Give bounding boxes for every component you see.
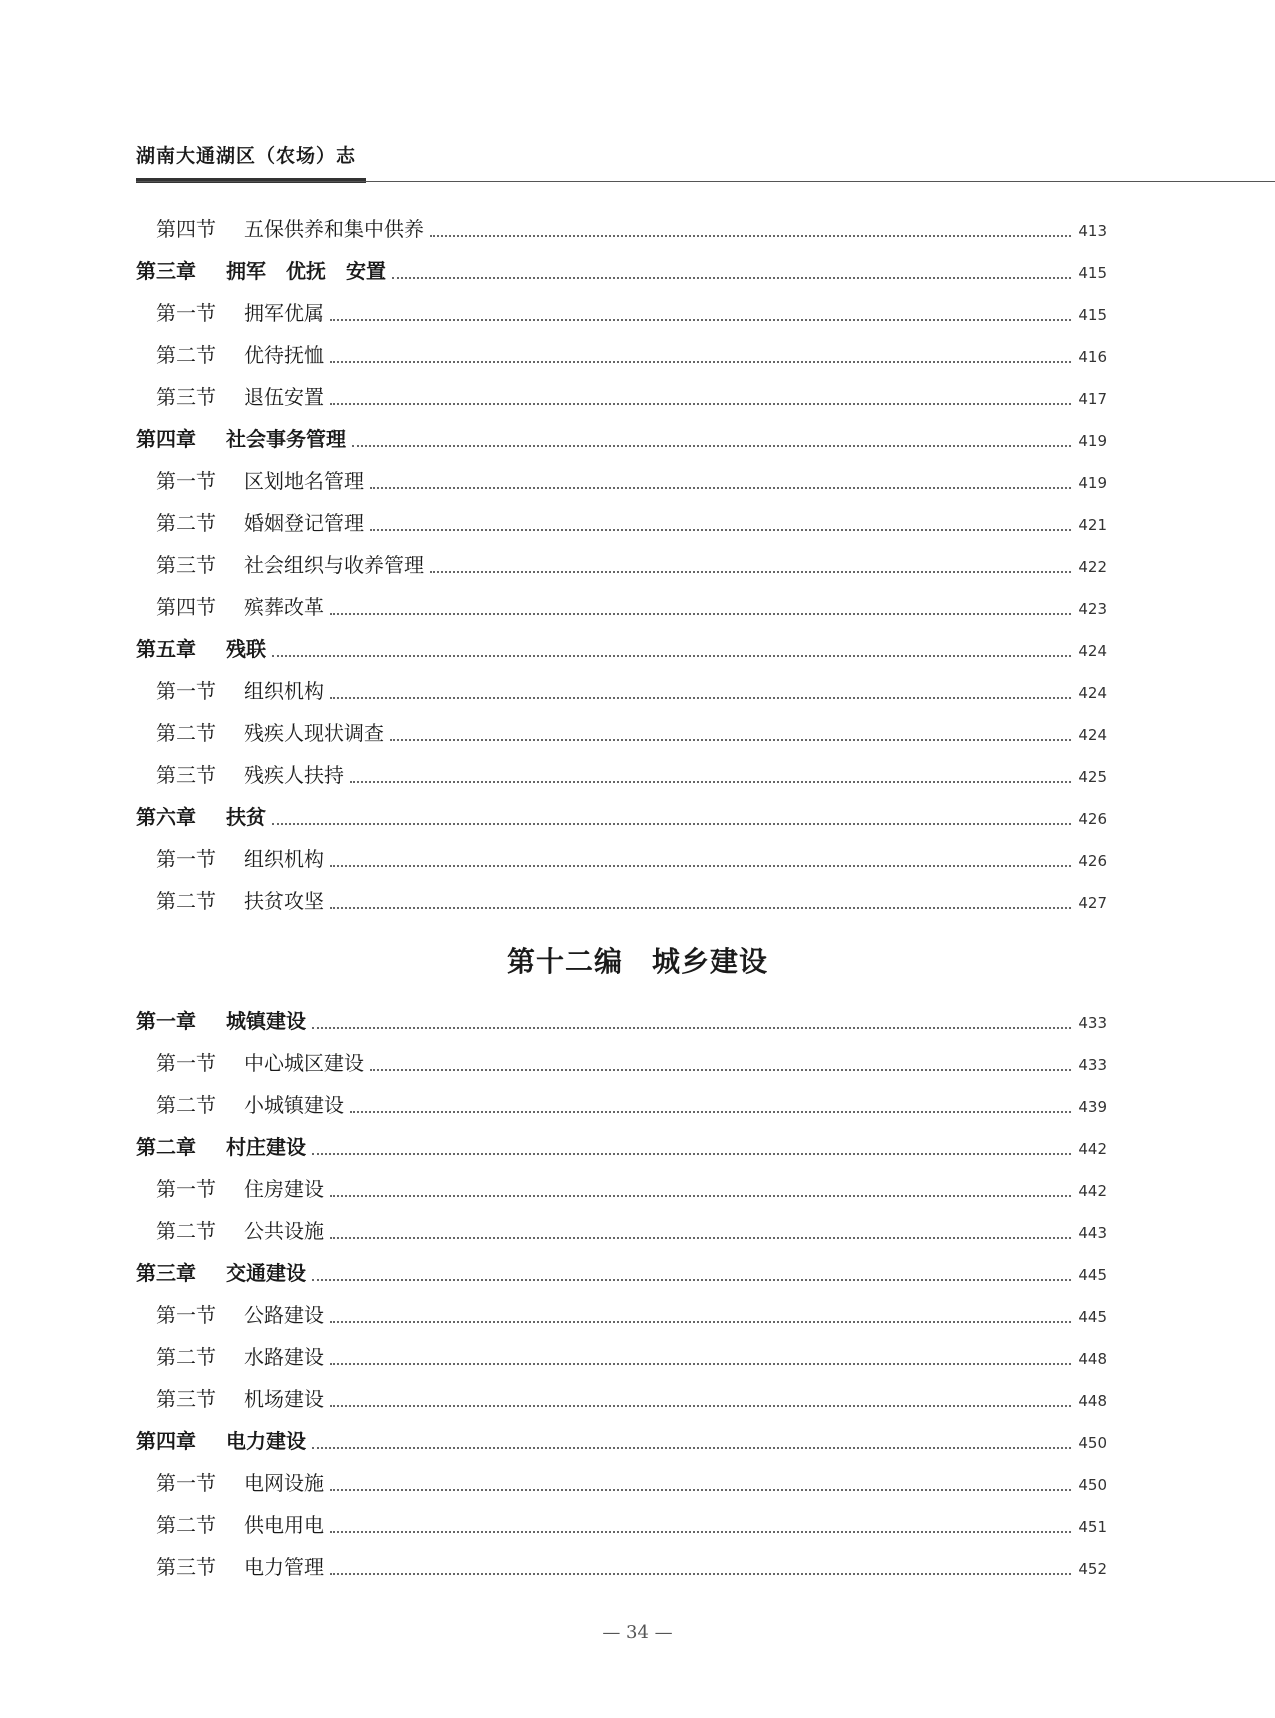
toc-page-number: 426 <box>1078 852 1107 870</box>
toc-chapter-entry[interactable] <box>136 1252 1107 1294</box>
toc-entry-number: 第二节 <box>156 889 216 913</box>
toc-chapter-entry[interactable] <box>136 1420 1107 1462</box>
toc-section-entry[interactable] <box>136 1462 1107 1504</box>
toc-entry-number: 第三节 <box>156 1387 216 1411</box>
toc-leader-dots <box>330 402 1071 405</box>
toc-section-entry[interactable] <box>136 1210 1107 1252</box>
toc-leader-dots <box>312 1152 1071 1155</box>
toc-section-entry[interactable] <box>136 754 1107 796</box>
toc-entry-number: 第三章 <box>136 259 196 283</box>
toc-leader-dots <box>330 1362 1071 1365</box>
toc-chapter-entry[interactable] <box>136 1126 1107 1168</box>
toc-entry-title: 残疾人现状调查 <box>244 721 384 745</box>
toc-section-entry[interactable] <box>136 670 1107 712</box>
toc-entry-number: 第二节 <box>156 1219 216 1243</box>
toc-list-top <box>136 208 1107 922</box>
toc-entry-number: 第四节 <box>156 217 216 241</box>
toc-entry-number: 第二节 <box>156 721 216 745</box>
toc-entry-title: 五保供养和集中供养 <box>244 217 424 241</box>
toc-section-entry[interactable] <box>136 334 1107 376</box>
toc-leader-dots <box>312 1026 1071 1029</box>
toc-leader-dots <box>330 1236 1071 1239</box>
toc-page-number: 433 <box>1078 1014 1107 1032</box>
toc-page-number: 442 <box>1078 1140 1107 1158</box>
toc-entry-title: 公路建设 <box>244 1303 324 1327</box>
toc-entry-number: 第三节 <box>156 385 216 409</box>
toc-list-bottom <box>136 1000 1107 1588</box>
toc-entry-number: 第三节 <box>156 763 216 787</box>
toc-entry-number: 第二节 <box>156 1093 216 1117</box>
toc-leader-dots <box>370 1068 1071 1071</box>
toc-entry-title: 机场建设 <box>244 1387 324 1411</box>
toc-entry-number: 第三节 <box>156 553 216 577</box>
toc-entry-title: 残联 <box>226 637 266 661</box>
toc-entry-title: 供电用电 <box>244 1513 324 1537</box>
toc-entry-number: 第一节 <box>156 1051 216 1075</box>
toc-section-entry[interactable] <box>136 1546 1107 1588</box>
toc-page-number: 425 <box>1078 768 1107 786</box>
toc-section-entry[interactable] <box>136 376 1107 418</box>
toc-page-number: 423 <box>1078 600 1107 618</box>
toc-leader-dots <box>330 318 1071 321</box>
toc-chapter-entry[interactable] <box>136 250 1107 292</box>
toc-page-number: 451 <box>1078 1518 1107 1536</box>
toc-entry-title: 社会事务管理 <box>226 427 346 451</box>
toc-page-number: 424 <box>1078 684 1107 702</box>
toc-section-entry[interactable] <box>136 880 1107 922</box>
toc-leader-dots <box>330 1320 1071 1323</box>
toc-entry-number: 第一节 <box>156 469 216 493</box>
toc-page-number: 424 <box>1078 726 1107 744</box>
toc-entry-title: 电力管理 <box>244 1555 324 1579</box>
toc-leader-dots <box>272 654 1071 657</box>
toc-entry-number: 第三节 <box>156 1555 216 1579</box>
toc-entry-number: 第五章 <box>136 637 196 661</box>
toc-section-entry[interactable] <box>136 838 1107 880</box>
toc-page-number: 427 <box>1078 894 1107 912</box>
toc-chapter-entry[interactable] <box>136 796 1107 838</box>
toc-section-entry[interactable] <box>136 544 1107 586</box>
toc-section-entry[interactable] <box>136 1336 1107 1378</box>
toc-page-number: 426 <box>1078 810 1107 828</box>
toc-entry-number: 第一节 <box>156 301 216 325</box>
header-rule <box>136 181 1275 182</box>
toc-entry-title: 退伍安置 <box>244 385 324 409</box>
running-title: 湖南大通湖区（农场）志 <box>136 145 357 167</box>
page-number: — 34 — <box>602 1622 673 1643</box>
toc-entry-number: 第二章 <box>136 1135 196 1159</box>
toc-page-number: 448 <box>1078 1392 1107 1410</box>
toc-leader-dots <box>312 1278 1071 1281</box>
toc-page-number: 445 <box>1078 1266 1107 1284</box>
toc-section-entry[interactable] <box>136 1168 1107 1210</box>
toc-page-number: 448 <box>1078 1350 1107 1368</box>
toc-section-entry[interactable] <box>136 292 1107 334</box>
toc-page-number: 452 <box>1078 1560 1107 1578</box>
toc-leader-dots <box>430 234 1071 237</box>
toc-leader-dots <box>330 1572 1071 1575</box>
toc-entry-title: 婚姻登记管理 <box>244 511 364 535</box>
toc-entry-title: 区划地名管理 <box>244 469 364 493</box>
toc-leader-dots <box>330 1530 1071 1533</box>
toc-entry-title: 电力建设 <box>226 1429 306 1453</box>
toc-entry-title: 中心城区建设 <box>244 1051 364 1075</box>
toc-leader-dots <box>352 444 1071 447</box>
toc-entry-title: 组织机构 <box>244 847 324 871</box>
toc-entry-title: 殡葬改革 <box>244 595 324 619</box>
toc-page-number: 439 <box>1078 1098 1107 1116</box>
toc-entry-title: 扶贫攻坚 <box>244 889 324 913</box>
toc-entry-number: 第一节 <box>156 847 216 871</box>
toc-entry-number: 第四节 <box>156 595 216 619</box>
toc-leader-dots <box>350 780 1071 783</box>
toc-section-entry[interactable] <box>136 1042 1107 1084</box>
toc-leader-dots <box>330 906 1071 909</box>
toc-section-entry[interactable] <box>136 208 1107 250</box>
toc-leader-dots <box>370 528 1071 531</box>
toc-entry-number: 第四章 <box>136 427 196 451</box>
toc-page-number: 450 <box>1078 1434 1107 1452</box>
toc-section-entry[interactable] <box>136 1504 1107 1546</box>
toc-entry-title: 城镇建设 <box>226 1009 306 1033</box>
toc-leader-dots <box>370 486 1071 489</box>
toc-page-number: 450 <box>1078 1476 1107 1494</box>
toc-leader-dots <box>330 1488 1071 1491</box>
toc-page-number: 424 <box>1078 642 1107 660</box>
toc-page-number: 415 <box>1078 306 1107 324</box>
toc-chapter-entry[interactable] <box>136 1000 1107 1042</box>
toc-leader-dots <box>350 1110 1071 1113</box>
toc-chapter-entry[interactable] <box>136 628 1107 670</box>
toc-section-entry[interactable] <box>136 460 1107 502</box>
toc-section-entry[interactable] <box>136 502 1107 544</box>
toc-section-entry[interactable] <box>136 1294 1107 1336</box>
toc-leader-dots <box>272 822 1071 825</box>
part-title: 第十二编 城乡建设 <box>506 945 768 978</box>
toc-entry-number: 第四章 <box>136 1429 196 1453</box>
toc-entry-number: 第三章 <box>136 1261 196 1285</box>
toc-section-entry[interactable] <box>136 1084 1107 1126</box>
toc-entry-number: 第二节 <box>156 343 216 367</box>
toc-entry-title: 优待抚恤 <box>244 343 324 367</box>
toc-entry-number: 第一节 <box>156 679 216 703</box>
toc-entry-title: 小城镇建设 <box>244 1093 344 1117</box>
toc-page-number: 413 <box>1078 222 1107 240</box>
toc-leader-dots <box>392 276 1071 279</box>
toc-entry-title: 水路建设 <box>244 1345 324 1369</box>
toc-entry-title: 残疾人扶持 <box>244 763 344 787</box>
toc-entry-number: 第一节 <box>156 1471 216 1495</box>
toc-entry-number: 第二节 <box>156 1513 216 1537</box>
toc-leader-dots <box>390 738 1071 741</box>
toc-entry-title: 电网设施 <box>244 1471 324 1495</box>
toc-page-number: 422 <box>1078 558 1107 576</box>
toc-leader-dots <box>330 612 1071 615</box>
toc-page-number: 415 <box>1078 264 1107 282</box>
toc-page-number: 421 <box>1078 516 1107 534</box>
toc-entry-number: 第一节 <box>156 1303 216 1327</box>
toc-leader-dots <box>430 570 1071 573</box>
toc-entry-title: 村庄建设 <box>226 1135 306 1159</box>
toc-leader-dots <box>330 1404 1071 1407</box>
toc-section-entry[interactable] <box>136 712 1107 754</box>
toc-entry-title: 社会组织与收养管理 <box>244 553 424 577</box>
toc-entry-number: 第一章 <box>136 1009 196 1033</box>
toc-page-number: 419 <box>1078 432 1107 450</box>
toc-entry-title: 交通建设 <box>226 1261 306 1285</box>
toc-entry-title: 组织机构 <box>244 679 324 703</box>
toc-page-number: 445 <box>1078 1308 1107 1326</box>
toc-section-entry[interactable] <box>136 1378 1107 1420</box>
toc-page-number: 433 <box>1078 1056 1107 1074</box>
toc-entry-title: 公共设施 <box>244 1219 324 1243</box>
toc-section-entry[interactable] <box>136 586 1107 628</box>
toc-entry-title: 拥军 优抚 安置 <box>226 259 386 283</box>
toc-page-number: 443 <box>1078 1224 1107 1242</box>
toc-leader-dots <box>330 1194 1071 1197</box>
toc-page-number: 419 <box>1078 474 1107 492</box>
toc-page-number: 416 <box>1078 348 1107 366</box>
toc-chapter-entry[interactable] <box>136 418 1107 460</box>
toc-entry-title: 扶贫 <box>226 805 266 829</box>
toc-leader-dots <box>330 696 1071 699</box>
toc-leader-dots <box>330 360 1071 363</box>
toc-entry-number: 第一节 <box>156 1177 216 1201</box>
toc-page-number: 442 <box>1078 1182 1107 1200</box>
toc-page-number: 417 <box>1078 390 1107 408</box>
toc-leader-dots <box>330 864 1071 867</box>
toc-entry-title: 住房建设 <box>244 1177 324 1201</box>
toc-entry-number: 第二节 <box>156 511 216 535</box>
toc-entry-number: 第二节 <box>156 1345 216 1369</box>
toc-entry-title: 拥军优属 <box>244 301 324 325</box>
toc-entry-number: 第六章 <box>136 805 196 829</box>
toc-leader-dots <box>312 1446 1071 1449</box>
